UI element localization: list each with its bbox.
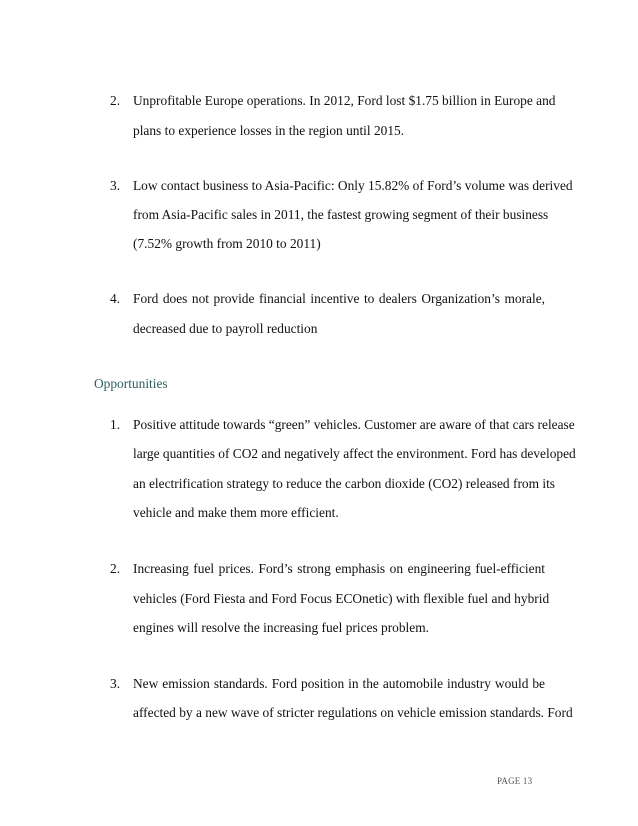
list-number: 2. xyxy=(110,93,121,108)
paragraph-line: large quantities of CO2 and negatively affect the environment. Ford has developed xyxy=(133,446,576,461)
paragraph-line: Low contact business to Asia-Pacific: Only 15.82% of Ford’s volume was derived xyxy=(133,178,573,193)
list-number: 2. xyxy=(110,561,121,576)
paragraph-line: affected by a new wave of stricter regulations on vehicle emission standards. Ford xyxy=(133,705,573,720)
paragraph-line: (7.52% growth from 2010 to 2011) xyxy=(133,236,321,251)
paragraph-line: Positive attitude towards “green” vehicles. Customer are aware of that cars release xyxy=(133,417,575,432)
paragraph-line: plans to experience losses in the region until 2015. xyxy=(133,123,405,138)
paragraph-line: Ford does not provide financial incentive to dealers Organization’s morale, xyxy=(133,291,545,306)
paragraph-line: Unprofitable Europe operations. In 2012, Ford lost $1.75 billion in Europe and xyxy=(133,93,556,108)
paragraph-line: vehicles (Ford Fiesta and Ford Focus ECOnetic) with flexible fuel and hybrid xyxy=(133,591,550,606)
list-number: 3. xyxy=(110,178,121,193)
paragraph-line: New emission standards. Ford position in the automobile industry would be xyxy=(133,676,545,691)
paragraph-line: from Asia-Pacific sales in 2011, the fastest growing segment of their business xyxy=(133,207,549,222)
paragraph-line: engines will resolve the increasing fuel prices problem. xyxy=(133,620,429,635)
page-number: PAGE 13 xyxy=(497,776,533,786)
paragraph-line: vehicle and make them more efficient. xyxy=(133,505,339,520)
list-number: 4. xyxy=(110,291,121,306)
paragraph-line: Increasing fuel prices. Ford’s strong emphasis on engineering fuel-efficient xyxy=(133,561,545,576)
list-number: 3. xyxy=(110,676,121,691)
paragraph-line: decreased due to payroll reduction xyxy=(133,321,318,336)
section-heading: Opportunities xyxy=(94,376,168,391)
list-number: 1. xyxy=(110,417,121,432)
paragraph-line: an electrification strategy to reduce the carbon dioxide (CO2) released from its xyxy=(133,476,556,491)
